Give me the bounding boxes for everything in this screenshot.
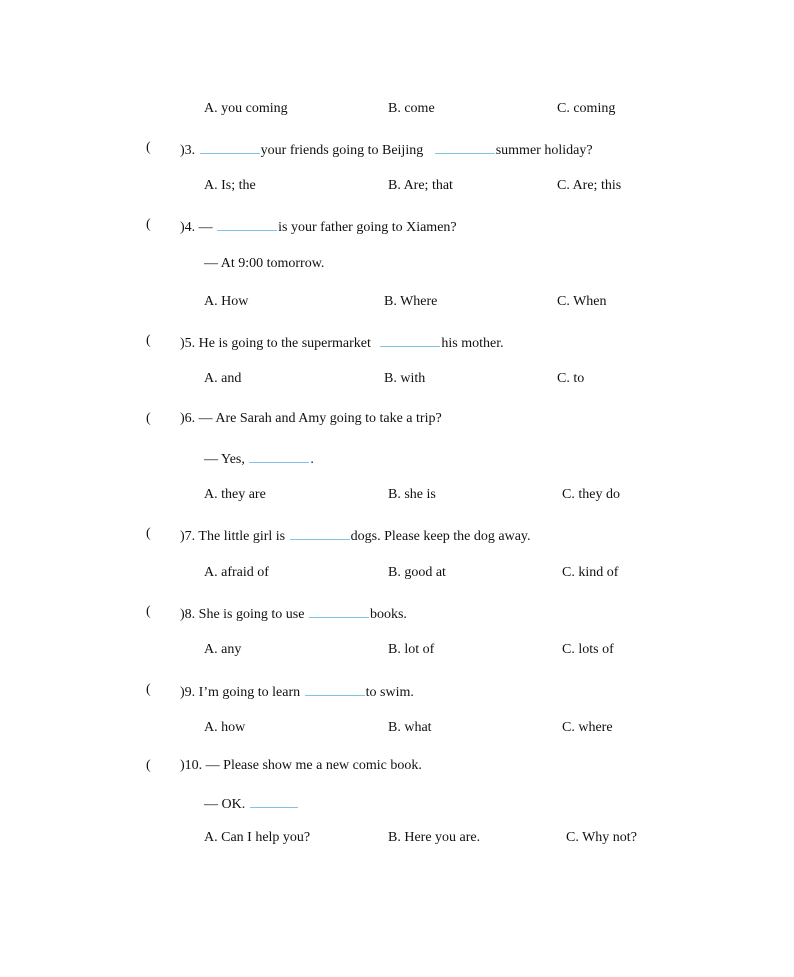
answer-blank	[290, 525, 350, 540]
question-number: )6.	[180, 411, 196, 426]
stem-text: your friends going to Beijing	[260, 143, 424, 158]
q9-option-c: C. where	[562, 720, 613, 735]
q7-option-b: B. good at	[388, 565, 446, 580]
answer-text: .	[310, 452, 314, 467]
q4-option-a: A. How	[204, 294, 249, 309]
answer-blank	[250, 793, 298, 808]
q8-option-b: B. lot of	[388, 642, 435, 657]
q7-answer-paren: (	[146, 526, 151, 541]
q3-answer-paren: (	[146, 140, 151, 155]
q6-answer	[204, 448, 314, 469]
q10-option-c: C. Why not?	[566, 830, 637, 845]
q6-option-c: C. they do	[562, 487, 620, 502]
q10-answer	[204, 793, 299, 814]
q6-option-a: A. they are	[204, 487, 266, 502]
q3-option-c: C. Are; this	[557, 178, 622, 193]
q9-option-b: B. what	[388, 720, 432, 735]
stem-text: is your father going to Xiamen?	[278, 220, 457, 235]
answer-blank	[217, 216, 277, 231]
q2-option-b: B. come	[388, 101, 435, 116]
question-number: )9.	[180, 685, 196, 700]
question-number: )7.	[180, 529, 196, 544]
stem-text: — Are Sarah and Amy going to take a trip?	[198, 411, 442, 426]
stem-text: — Please show me a new comic book.	[205, 758, 422, 773]
q9-stem	[180, 681, 414, 702]
answer-text: — Yes,	[204, 452, 245, 467]
answer-blank	[200, 139, 260, 154]
q4-stem	[180, 216, 457, 237]
q4-option-c: C. When	[557, 294, 607, 309]
stem-text: summer holiday?	[495, 143, 593, 158]
q8-answer-paren: (	[146, 604, 151, 619]
q4-answer: — At 9:00 tomorrow.	[204, 256, 325, 271]
dash: —	[198, 220, 213, 235]
stem-text: The little girl is	[198, 529, 286, 544]
stem-text: She is going to use	[198, 607, 305, 622]
q7-option-a: A. afraid of	[204, 565, 269, 580]
q5-answer-paren: (	[146, 333, 151, 348]
q5-option-b: B. with	[384, 371, 426, 386]
q6-stem	[180, 410, 442, 428]
q9-option-a: A. how	[204, 720, 246, 735]
q3-option-a: A. Is; the	[204, 178, 256, 193]
stem-text: I’m going to learn	[198, 685, 301, 700]
answer-blank	[305, 681, 365, 696]
q10-option-b: B. Here you are.	[388, 830, 481, 845]
q5-stem	[180, 332, 504, 353]
answer-blank	[309, 603, 369, 618]
q7-stem	[180, 525, 531, 546]
q8-option-a: A. any	[204, 642, 242, 657]
stem-text: his mother.	[441, 336, 504, 351]
stem-text: to swim.	[365, 685, 414, 700]
q7-option-c: C. kind of	[562, 565, 619, 580]
q10-option-a: A. Can I help you?	[204, 830, 311, 845]
q3-option-b: B. Are; that	[388, 178, 453, 193]
stem-text: books.	[369, 607, 407, 622]
q10-answer-paren: (	[146, 758, 151, 773]
answer-text: — OK.	[204, 797, 246, 812]
question-number: )10.	[180, 758, 203, 773]
question-number: )5.	[180, 336, 196, 351]
q6-option-b: B. she is	[388, 487, 436, 502]
q5-option-c: C. to	[557, 371, 585, 386]
q8-option-c: C. lots of	[562, 642, 614, 657]
q3-stem	[180, 139, 593, 160]
stem-text: dogs. Please keep the dog away.	[350, 529, 531, 544]
q9-answer-paren: (	[146, 682, 151, 697]
q2-option-c: C. coming	[557, 101, 616, 116]
question-number: )4.	[180, 220, 196, 235]
q10-stem	[180, 757, 422, 775]
question-number: )8.	[180, 607, 196, 622]
answer-blank	[249, 448, 309, 463]
question-number: )3.	[180, 143, 196, 158]
answer-blank	[435, 139, 495, 154]
q4-option-b: B. Where	[384, 294, 438, 309]
q4-answer-paren: (	[146, 217, 151, 232]
q2-option-a: A. you coming	[204, 101, 288, 116]
q5-option-a: A. and	[204, 371, 242, 386]
q6-answer-paren: (	[146, 411, 151, 426]
stem-text: He is going to the supermarket	[198, 336, 371, 351]
q8-stem	[180, 603, 407, 624]
answer-blank	[380, 332, 440, 347]
